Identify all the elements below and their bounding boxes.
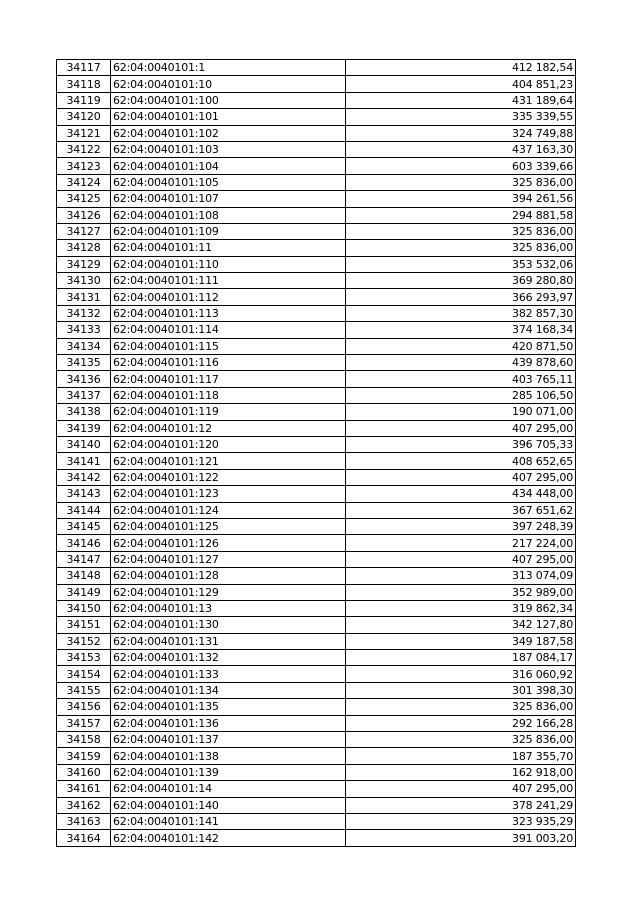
- table-row: [57, 404, 576, 420]
- row-number-cell: 34133: [57, 322, 111, 338]
- cadastral-value-cell: 319 862,34: [346, 600, 576, 616]
- cadastral-number-cell: 62:04:0040101:13: [111, 600, 346, 616]
- cadastral-number-cell: 62:04:0040101:124: [111, 502, 346, 518]
- table-row: [57, 732, 576, 748]
- row-number-cell: 34145: [57, 518, 111, 534]
- table-row: [57, 158, 576, 174]
- cadastral-number-cell: 62:04:0040101:125: [111, 518, 346, 534]
- row-number-cell: 34118: [57, 76, 111, 92]
- cadastral-value-cell: 412 182,54: [346, 60, 576, 76]
- row-number-cell: 34144: [57, 502, 111, 518]
- table-body: [57, 60, 576, 847]
- cadastral-value-cell: 404 851,23: [346, 76, 576, 92]
- cadastral-number-cell: 62:04:0040101:113: [111, 305, 346, 321]
- cadastral-value-cell: 301 398,30: [346, 682, 576, 698]
- row-number-cell: 34117: [57, 60, 111, 76]
- table-row: [57, 92, 576, 108]
- cadastral-value-cell: 187 084,17: [346, 650, 576, 666]
- cadastral-value-cell: 342 127,80: [346, 617, 576, 633]
- table-row: [57, 174, 576, 190]
- row-number-cell: 34159: [57, 748, 111, 764]
- row-number-cell: 34139: [57, 420, 111, 436]
- row-number-cell: 34140: [57, 436, 111, 452]
- row-number-cell: 34130: [57, 273, 111, 289]
- row-number-cell: 34148: [57, 568, 111, 584]
- row-number-cell: 34132: [57, 305, 111, 321]
- cadastral-value-cell: 391 003,20: [346, 830, 576, 846]
- cadastral-number-cell: 62:04:0040101:123: [111, 486, 346, 502]
- cadastral-value-cell: 407 295,00: [346, 781, 576, 797]
- row-number-cell: 34153: [57, 650, 111, 666]
- cadastral-number-cell: 62:04:0040101:121: [111, 453, 346, 469]
- cadastral-number-cell: 62:04:0040101:11: [111, 240, 346, 256]
- cadastral-number-cell: 62:04:0040101:114: [111, 322, 346, 338]
- cadastral-value-cell: 407 295,00: [346, 551, 576, 567]
- row-number-cell: 34138: [57, 404, 111, 420]
- cadastral-number-cell: 62:04:0040101:136: [111, 715, 346, 731]
- cadastral-number-cell: 62:04:0040101:117: [111, 371, 346, 387]
- table-row: [57, 764, 576, 780]
- cadastral-value-cell: 396 705,33: [346, 436, 576, 452]
- cadastral-number-cell: 62:04:0040101:140: [111, 797, 346, 813]
- table-row: [57, 420, 576, 436]
- cadastral-value-cell: 439 878,60: [346, 355, 576, 371]
- table-row: [57, 699, 576, 715]
- cadastral-value-cell: 325 836,00: [346, 223, 576, 239]
- cadastral-number-cell: 62:04:0040101:104: [111, 158, 346, 174]
- cadastral-number-cell: 62:04:0040101:112: [111, 289, 346, 305]
- table-row: [57, 60, 576, 76]
- cadastral-number-cell: 62:04:0040101:100: [111, 92, 346, 108]
- cadastral-value-cell: 407 295,00: [346, 469, 576, 485]
- cadastral-value-cell: 394 261,56: [346, 191, 576, 207]
- row-number-cell: 34134: [57, 338, 111, 354]
- cadastral-value-cell: 294 881,58: [346, 207, 576, 223]
- table-row: [57, 125, 576, 141]
- cadastral-value-cell: 187 355,70: [346, 748, 576, 764]
- cadastral-number-cell: 62:04:0040101:14: [111, 781, 346, 797]
- table-row: [57, 748, 576, 764]
- cadastral-value-cell: 408 652,65: [346, 453, 576, 469]
- row-number-cell: 34124: [57, 174, 111, 190]
- cadastral-value-cell: 352 989,00: [346, 584, 576, 600]
- cadastral-number-cell: 62:04:0040101:128: [111, 568, 346, 584]
- cadastral-value-cell: 378 241,29: [346, 797, 576, 813]
- cadastral-number-cell: 62:04:0040101:126: [111, 535, 346, 551]
- table-row: [57, 141, 576, 157]
- table-row: [57, 535, 576, 551]
- cadastral-number-cell: 62:04:0040101:116: [111, 355, 346, 371]
- table-row: [57, 781, 576, 797]
- row-number-cell: 34155: [57, 682, 111, 698]
- table-row: [57, 256, 576, 272]
- table-row: [57, 797, 576, 813]
- table-row: [57, 633, 576, 649]
- row-number-cell: 34135: [57, 355, 111, 371]
- row-number-cell: 34127: [57, 223, 111, 239]
- table-row: [57, 76, 576, 92]
- table-row: [57, 436, 576, 452]
- table-row: [57, 650, 576, 666]
- table-row: [57, 568, 576, 584]
- table-row: [57, 518, 576, 534]
- cadastral-number-cell: 62:04:0040101:138: [111, 748, 346, 764]
- row-number-cell: 34141: [57, 453, 111, 469]
- row-number-cell: 34136: [57, 371, 111, 387]
- cadastral-value-cell: 434 448,00: [346, 486, 576, 502]
- cadastral-value-cell: 366 293,97: [346, 289, 576, 305]
- table-row: [57, 387, 576, 403]
- cadastral-value-cell: 325 836,00: [346, 240, 576, 256]
- table-row: [57, 715, 576, 731]
- cadastral-number-cell: 62:04:0040101:105: [111, 174, 346, 190]
- cadastral-value-cell: 349 187,58: [346, 633, 576, 649]
- cadastral-value-cell: 325 836,00: [346, 732, 576, 748]
- cadastral-value-table: [56, 59, 576, 847]
- table-row: [57, 289, 576, 305]
- row-number-cell: 34149: [57, 584, 111, 600]
- table-row: [57, 469, 576, 485]
- cadastral-number-cell: 62:04:0040101:110: [111, 256, 346, 272]
- cadastral-value-cell: 369 280,80: [346, 273, 576, 289]
- cadastral-value-cell: 397 248,39: [346, 518, 576, 534]
- cadastral-value-cell: 325 836,00: [346, 174, 576, 190]
- cadastral-number-cell: 62:04:0040101:120: [111, 436, 346, 452]
- table-row: [57, 191, 576, 207]
- cadastral-number-cell: 62:04:0040101:139: [111, 764, 346, 780]
- row-number-cell: 34160: [57, 764, 111, 780]
- row-number-cell: 34120: [57, 109, 111, 125]
- cadastral-value-cell: 382 857,30: [346, 305, 576, 321]
- cadastral-number-cell: 62:04:0040101:109: [111, 223, 346, 239]
- row-number-cell: 34157: [57, 715, 111, 731]
- cadastral-number-cell: 62:04:0040101:135: [111, 699, 346, 715]
- row-number-cell: 34164: [57, 830, 111, 846]
- row-number-cell: 34119: [57, 92, 111, 108]
- cadastral-number-cell: 62:04:0040101:134: [111, 682, 346, 698]
- row-number-cell: 34158: [57, 732, 111, 748]
- cadastral-value-cell: 162 918,00: [346, 764, 576, 780]
- cadastral-number-cell: 62:04:0040101:122: [111, 469, 346, 485]
- cadastral-value-cell: 353 532,06: [346, 256, 576, 272]
- table-row: [57, 617, 576, 633]
- table-row: [57, 273, 576, 289]
- cadastral-number-cell: 62:04:0040101:131: [111, 633, 346, 649]
- table-row: [57, 453, 576, 469]
- cadastral-number-cell: 62:04:0040101:108: [111, 207, 346, 223]
- table-row: [57, 305, 576, 321]
- table-row: [57, 584, 576, 600]
- row-number-cell: 34122: [57, 141, 111, 157]
- row-number-cell: 34162: [57, 797, 111, 813]
- row-number-cell: 34137: [57, 387, 111, 403]
- cadastral-value-cell: 324 749,88: [346, 125, 576, 141]
- row-number-cell: 34143: [57, 486, 111, 502]
- cadastral-value-cell: 285 106,50: [346, 387, 576, 403]
- cadastral-number-cell: 62:04:0040101:12: [111, 420, 346, 436]
- cadastral-number-cell: 62:04:0040101:107: [111, 191, 346, 207]
- table-row: [57, 207, 576, 223]
- cadastral-value-cell: 431 189,64: [346, 92, 576, 108]
- cadastral-number-cell: 62:04:0040101:133: [111, 666, 346, 682]
- cadastral-value-cell: 190 071,00: [346, 404, 576, 420]
- cadastral-number-cell: 62:04:0040101:111: [111, 273, 346, 289]
- table-row: [57, 813, 576, 829]
- row-number-cell: 34152: [57, 633, 111, 649]
- table-row: [57, 223, 576, 239]
- table-row: [57, 322, 576, 338]
- table-row: [57, 338, 576, 354]
- cadastral-value-cell: 292 166,28: [346, 715, 576, 731]
- cadastral-number-cell: 62:04:0040101:119: [111, 404, 346, 420]
- row-number-cell: 34131: [57, 289, 111, 305]
- cadastral-number-cell: 62:04:0040101:141: [111, 813, 346, 829]
- row-number-cell: 34147: [57, 551, 111, 567]
- cadastral-number-cell: 62:04:0040101:132: [111, 650, 346, 666]
- cadastral-number-cell: 62:04:0040101:129: [111, 584, 346, 600]
- cadastral-value-cell: 367 651,62: [346, 502, 576, 518]
- cadastral-value-cell: 374 168,34: [346, 322, 576, 338]
- cadastral-value-cell: 420 871,50: [346, 338, 576, 354]
- table-row: [57, 551, 576, 567]
- cadastral-value-cell: 217 224,00: [346, 535, 576, 551]
- cadastral-number-cell: 62:04:0040101:103: [111, 141, 346, 157]
- table-row: [57, 682, 576, 698]
- cadastral-number-cell: 62:04:0040101:130: [111, 617, 346, 633]
- cadastral-value-cell: 316 060,92: [346, 666, 576, 682]
- table-row: [57, 109, 576, 125]
- cadastral-value-cell: 407 295,00: [346, 420, 576, 436]
- table-row: [57, 600, 576, 616]
- row-number-cell: 34163: [57, 813, 111, 829]
- row-number-cell: 34154: [57, 666, 111, 682]
- cadastral-value-cell: 335 339,55: [346, 109, 576, 125]
- row-number-cell: 34150: [57, 600, 111, 616]
- cadastral-number-cell: 62:04:0040101:142: [111, 830, 346, 846]
- table-row: [57, 355, 576, 371]
- cadastral-number-cell: 62:04:0040101:101: [111, 109, 346, 125]
- cadastral-value-cell: 603 339,66: [346, 158, 576, 174]
- cadastral-value-cell: 313 074,09: [346, 568, 576, 584]
- table-row: [57, 666, 576, 682]
- row-number-cell: 34161: [57, 781, 111, 797]
- row-number-cell: 34123: [57, 158, 111, 174]
- cadastral-value-cell: 403 765,11: [346, 371, 576, 387]
- cadastral-number-cell: 62:04:0040101:1: [111, 60, 346, 76]
- cadastral-number-cell: 62:04:0040101:115: [111, 338, 346, 354]
- row-number-cell: 34146: [57, 535, 111, 551]
- row-number-cell: 34126: [57, 207, 111, 223]
- row-number-cell: 34125: [57, 191, 111, 207]
- cadastral-value-cell: 325 836,00: [346, 699, 576, 715]
- row-number-cell: 34121: [57, 125, 111, 141]
- cadastral-value-cell: 323 935,29: [346, 813, 576, 829]
- row-number-cell: 34129: [57, 256, 111, 272]
- cadastral-value-cell: 437 163,30: [346, 141, 576, 157]
- table-row: [57, 240, 576, 256]
- cadastral-number-cell: 62:04:0040101:102: [111, 125, 346, 141]
- cadastral-number-cell: 62:04:0040101:127: [111, 551, 346, 567]
- table-row: [57, 502, 576, 518]
- row-number-cell: 34151: [57, 617, 111, 633]
- cadastral-number-cell: 62:04:0040101:137: [111, 732, 346, 748]
- table-row: [57, 486, 576, 502]
- cadastral-number-cell: 62:04:0040101:10: [111, 76, 346, 92]
- table-row: [57, 830, 576, 846]
- table-row: [57, 371, 576, 387]
- row-number-cell: 34128: [57, 240, 111, 256]
- row-number-cell: 34156: [57, 699, 111, 715]
- cadastral-number-cell: 62:04:0040101:118: [111, 387, 346, 403]
- row-number-cell: 34142: [57, 469, 111, 485]
